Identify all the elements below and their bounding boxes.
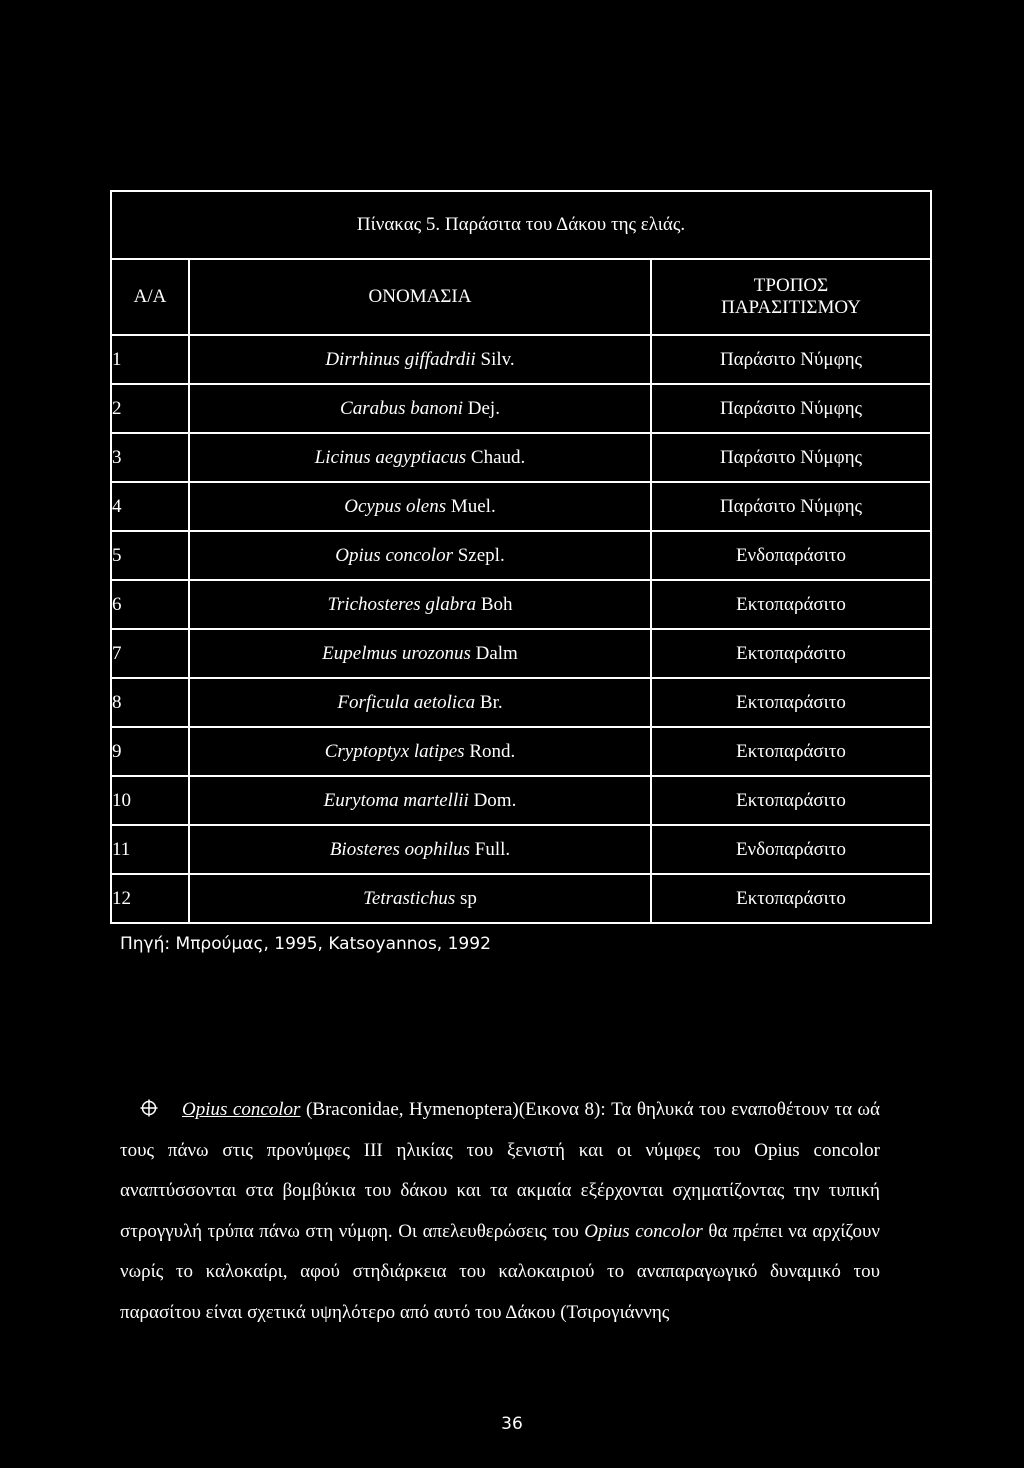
row-number: 8 — [111, 678, 189, 727]
row-number: 4 — [111, 482, 189, 531]
row-number: 9 — [111, 727, 189, 776]
table-row — [111, 776, 931, 825]
row-species-author: Full. — [474, 838, 511, 860]
table-row — [111, 727, 931, 776]
note-text-part1: (Braconidae, Hymenoptera)(Εικονα 8): Τα θηλυκά του εναποθέτουν τα ωά τους πάνω στις προνύμφες ΙΙΙ ηλικίας του ξενιστή και οι νύμφες του Opius concolor αναπτύσσονται στα βομβύκια του δάκου και τα ακμαία εξέρχονται σχηματίζοντας την τυπική στρογγυλή τρύπα πάνω στη νύμφη. Οι απελευθερώσεις του — [120, 1099, 880, 1242]
row-species-genus: Tetrastichus — [363, 887, 456, 909]
row-species-genus: Carabus banoni — [340, 397, 464, 419]
row-species-author: Muel. — [450, 495, 496, 517]
row-parasitism-mode: Εκτοπαράσιτο — [651, 874, 931, 923]
row-parasitism-mode: Εκτοπαράσιτο — [651, 580, 931, 629]
table-row — [111, 433, 931, 482]
row-species-name — [189, 727, 651, 776]
row-species-author: Br. — [479, 691, 503, 713]
row-species-author: Rond. — [469, 740, 516, 762]
table-row — [111, 482, 931, 531]
row-parasitism-mode: Παράσιτο Νύμφης — [651, 384, 931, 433]
header-mode — [651, 259, 931, 335]
row-species-genus: Eupelmus urozonus — [322, 642, 471, 664]
row-species-author: Szepl. — [457, 544, 505, 566]
note-species-inline: Opius concolor — [584, 1220, 703, 1242]
row-number: 11 — [111, 825, 189, 874]
table-row — [111, 874, 931, 923]
table-row — [111, 580, 931, 629]
row-species-author: Boh — [480, 593, 513, 615]
row-number: 3 — [111, 433, 189, 482]
table-row — [111, 825, 931, 874]
row-species-genus: Licinus aegyptiacus — [314, 446, 467, 468]
table-source: Πηγή: Μπρούμας, 1995, Katsoyannos, 1992 — [120, 934, 491, 954]
header-name: ΟΝΟΜΑΣΙΑ — [189, 259, 651, 335]
row-parasitism-mode: Εκτοπαράσιτο — [651, 727, 931, 776]
row-species-genus: Ocypus olens — [344, 495, 447, 517]
row-parasitism-mode: Παράσιτο Νύμφης — [651, 433, 931, 482]
row-species-name — [189, 629, 651, 678]
table-row — [111, 629, 931, 678]
note-species-heading: Opius concolor — [182, 1099, 301, 1120]
row-species-name — [189, 678, 651, 727]
table-body — [111, 335, 931, 923]
row-species-author: Dalm — [475, 642, 518, 664]
row-species-name — [189, 384, 651, 433]
row-species-genus: Biosteres oophilus — [329, 838, 471, 860]
row-number: 10 — [111, 776, 189, 825]
header-mode-line2: ΠΑΡΑΣΙΤΙΣΜΟΥ — [721, 297, 861, 318]
row-species-name — [189, 776, 651, 825]
row-species-genus: Cryptoptyx latipes — [324, 740, 465, 762]
parasites-table-wrapper — [110, 190, 930, 924]
row-species-name — [189, 874, 651, 923]
row-species-name — [189, 531, 651, 580]
row-species-genus: Opius concolor — [335, 544, 453, 566]
page-number: 36 — [501, 1414, 523, 1434]
parasites-table — [110, 190, 932, 924]
row-number: 7 — [111, 629, 189, 678]
table-row — [111, 678, 931, 727]
row-parasitism-mode: Εκτοπαράσιτο — [651, 678, 931, 727]
table-row — [111, 531, 931, 580]
row-species-author: Dom. — [473, 789, 517, 811]
note-text-part2: θα πρέπει να αρχίζουν νωρίς το καλοκαίρι, αφού στηδιάρκεια του καλοκαιριού το αναπαραγωγικό δυναμικό του παρασίτου είναι σχετικά υψηλότερο από αυτό του Δάκου (Τσιρογιάννης — [120, 1220, 881, 1323]
row-species-name — [189, 433, 651, 482]
row-species-author: Chaud. — [470, 446, 526, 468]
species-note — [120, 1090, 880, 1333]
row-number: 5 — [111, 531, 189, 580]
row-parasitism-mode: Ενδοπαράσιτο — [651, 825, 931, 874]
row-parasitism-mode: Παράσιτο Νύμφης — [651, 482, 931, 531]
row-number: 1 — [111, 335, 189, 384]
row-species-genus: Dirrhinus giffadrdii — [325, 348, 476, 370]
circle-cross-icon — [140, 1090, 160, 1131]
row-species-name — [189, 580, 651, 629]
row-parasitism-mode: Εκτοπαράσιτο — [651, 776, 931, 825]
row-parasitism-mode: Παράσιτο Νύμφης — [651, 335, 931, 384]
table-row — [111, 335, 931, 384]
row-number: 2 — [111, 384, 189, 433]
row-species-author: Dej. — [467, 397, 500, 419]
row-species-genus: Forficula aetolica — [337, 691, 476, 713]
row-species-genus: Trichosteres glabra — [327, 593, 477, 615]
table-row — [111, 384, 931, 433]
row-species-name — [189, 482, 651, 531]
table-header-row — [111, 259, 931, 335]
row-species-author: Silv. — [480, 348, 515, 370]
row-parasitism-mode: Εκτοπαράσιτο — [651, 629, 931, 678]
header-index: Α/Α — [111, 259, 189, 335]
row-species-author: sp — [460, 887, 477, 909]
header-mode-line1: ΤΡΟΠΟΣ — [753, 275, 829, 296]
row-parasitism-mode: Ενδοπαράσιτο — [651, 531, 931, 580]
row-species-genus: Eurytoma martellii — [323, 789, 469, 811]
row-number: 6 — [111, 580, 189, 629]
row-species-name — [189, 335, 651, 384]
row-species-name — [189, 825, 651, 874]
table-caption: Πίνακας 5. Παράσιτα του Δάκου της ελιάς. — [111, 191, 931, 259]
row-number: 12 — [111, 874, 189, 923]
